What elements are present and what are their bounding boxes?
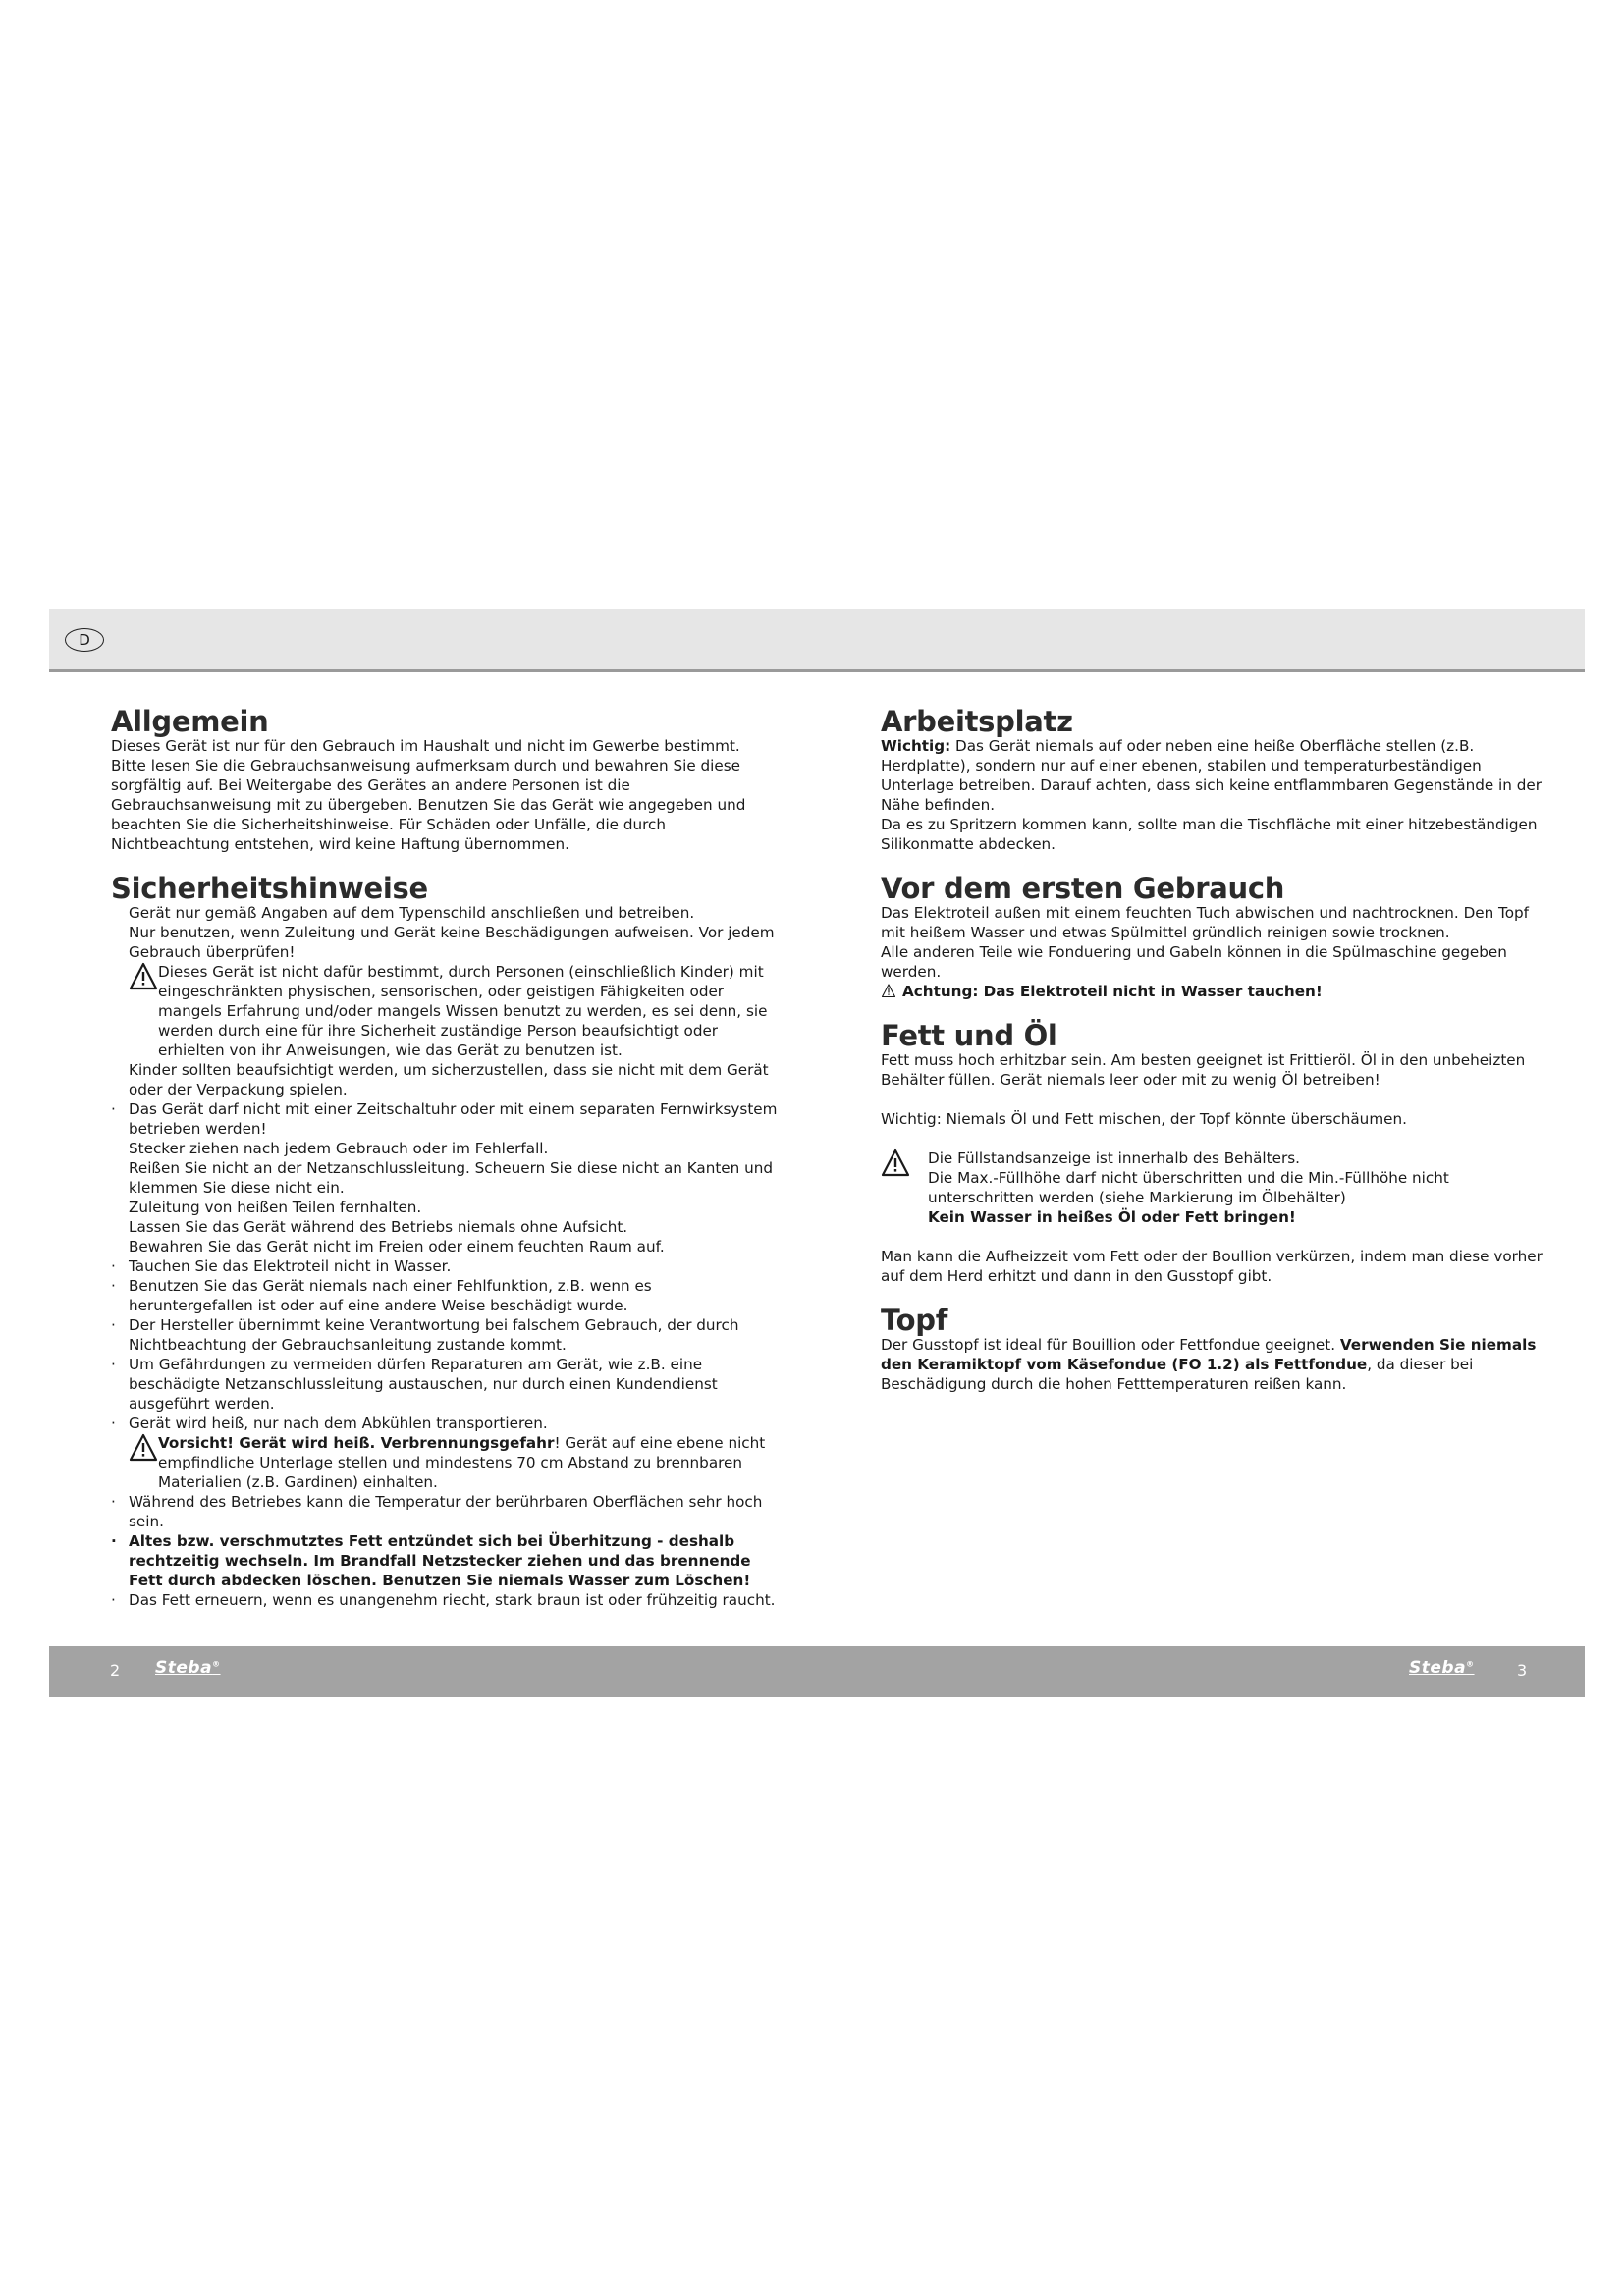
- safety-item: · Benutzen Sie das Gerät niemals nach einer Fehlfunktion, z.B. wenn es heruntergefallen ist oder auf eine andere Weise beschädigt wurde.: [111, 1276, 779, 1315]
- safety-warning-children: [111, 962, 779, 1060]
- page-number-left: 2: [110, 1661, 121, 1680]
- topf-text-1: Der Gusstopf ist ideal für Bouillion oder Fettfondue geeignet.: [881, 1336, 1340, 1354]
- section-topf: [881, 1306, 1548, 1394]
- page-number-right: 3: [1517, 1661, 1528, 1680]
- fett-text-2: Wichtig: Niemals Öl und Fett mischen, der Topf könnte überschäumen.: [881, 1110, 1407, 1128]
- safety-item: Reißen Sie nicht an der Netzanschlussleitung. Scheuern Sie diese nicht an Kanten und klemmen Sie diese nicht ein.: [129, 1159, 773, 1197]
- topf-text-3: , da dieser bei Beschädigung durch die hohen Fetttemperaturen reißen kann.: [881, 1356, 1474, 1393]
- section-fett-und-oel: [881, 1021, 1548, 1286]
- fett-text-3: Man kann die Aufheizzeit vom Fett oder der Boullion verkürzen, indem man diese vorher auf dem Herd erhitzt und dann in den Gusstopf gibt.: [881, 1248, 1543, 1285]
- section-sicherheitshinweise: [111, 874, 779, 1610]
- left-column: [111, 707, 779, 1629]
- safety-item: · Das Fett erneuern, wenn es unangenehm riecht, stark braun ist oder frühzeitig raucht.: [111, 1590, 779, 1610]
- fett-warning-1: Die Füllstandsanzeige ist innerhalb des Behälters.: [928, 1149, 1300, 1167]
- safety-item: · Der Hersteller übernimmt keine Verantwortung bei falschem Gebrauch, der durch Nichtbeachtung der Gebrauchsanleitung zustande kommt.: [111, 1315, 779, 1355]
- erster-text-1: Das Elektroteil außen mit einem feuchten Tuch abwischen und nachtrocknen. Den Topf mit heißem Wasser und etwas Spülmittel gründlich reinigen sowie trocknen.: [881, 904, 1530, 941]
- erster-warning: Achtung: Das Elektroteil nicht in Wasser tauchen!: [902, 983, 1323, 1000]
- language-badge: D: [65, 628, 104, 652]
- heading-arbeitsplatz: Arbeitsplatz: [881, 705, 1073, 738]
- safety-item: Nur benutzen, wenn Zuleitung und Gerät keine Beschädigungen aufweisen. Vor jedem Gebrauch überprüfen!: [129, 924, 775, 961]
- arbeitsplatz-text-2: Da es zu Spritzern kommen kann, sollte man die Tischfläche mit einer hitzebeständigen Silikonmatte abdecken.: [881, 816, 1538, 853]
- safety-item: · Das Gerät darf nicht mit einer Zeitschaltuhr oder mit einem separaten Fernwirksystem betrieben werden!: [111, 1099, 779, 1139]
- topf-text-bold: Verwenden Sie niemals den Keramiktopf vom Käsefondue (FO 1.2) als Fettfondue: [881, 1336, 1537, 1373]
- brand-logo-left: Steba®: [155, 1658, 221, 1678]
- safety-item: Kinder sollten beaufsichtigt werden, um sicherzustellen, dass sie nicht mit dem Gerät oder der Verpackung spielen.: [129, 1061, 769, 1098]
- section-allgemein: [111, 707, 779, 854]
- wichtig-label: Wichtig:: [881, 737, 951, 755]
- safety-item: Gerät nur gemäß Angaben auf dem Typenschild anschließen und betreiben.: [129, 904, 695, 922]
- heading-erster-gebrauch: Vor dem ersten Gebrauch: [881, 872, 1285, 905]
- fett-warning-3: Kein Wasser in heißes Öl oder Fett bringen!: [928, 1208, 1296, 1226]
- safety-item: Dieses Gerät ist nicht dafür bestimmt, durch Personen (einschließlich Kinder) mit eingeschränkten physischen, sensorischen, oder geistigen Fähigkeiten oder mangels Erfahrung und/oder mangels Wissen benutzt zu werden, es sei denn, sie werden durch eine für ihre Sicherheit zuständige Person beaufsichtigt oder erhielten von ihr Anweisungen, wie das Gerät zu benutzen ist.: [158, 963, 768, 1059]
- brand-logo-right: Steba®: [1409, 1658, 1475, 1678]
- warning-icon: [129, 962, 158, 991]
- safety-item: · Tauchen Sie das Elektroteil nicht in Wasser.: [111, 1256, 779, 1276]
- hot-warning-title: Vorsicht! Gerät wird heiß. Verbrennungsgefahr: [158, 1434, 555, 1452]
- hot-warning-text: ! Gerät auf eine ebene nicht empfindliche Unterlage stellen und mindestens 70 cm Abstand zu brennbaren Materialien (z.B. Gardinen) einhalten.: [158, 1434, 766, 1491]
- safety-item: · Um Gefährdungen zu vermeiden dürfen Reparaturen am Gerät, wie z.B. eine beschädigte Netzanschlussleitung austauschen, nur durch einen Kundendienst ausgeführt werden.: [111, 1355, 779, 1414]
- top-bar: [49, 609, 1585, 672]
- fett-warning-2: Die Max.-Füllhöhe darf nicht überschritten und die Min.-Füllhöhe nicht unterschritten werden (siehe Markierung im Ölbehälter): [928, 1169, 1449, 1206]
- right-column: [881, 707, 1548, 1414]
- heading-fett-und-oel: Fett und Öl: [881, 1019, 1057, 1052]
- fett-text-1: Fett muss hoch erhitzbar sein. Am besten geeignet ist Frittieröl. Öl in den unbeheizten Behälter füllen. Gerät niemals leer oder mit zu wenig Öl betreiben!: [881, 1051, 1526, 1089]
- safety-item: Bewahren Sie das Gerät nicht im Freien oder einem feuchten Raum auf.: [129, 1238, 665, 1255]
- safety-item: Stecker ziehen nach jedem Gebrauch oder im Fehlerfall.: [129, 1140, 549, 1157]
- safety-item: · Während des Betriebes kann die Temperatur der berührbaren Oberflächen sehr hoch sein.: [111, 1492, 779, 1531]
- warning-icon: [881, 984, 896, 998]
- safety-warning-hot: [111, 1433, 779, 1492]
- safety-item: Lassen Sie das Gerät während des Betriebs niemals ohne Aufsicht.: [129, 1218, 628, 1236]
- heading-topf: Topf: [881, 1304, 948, 1337]
- erster-text-2: Alle anderen Teile wie Fonduering und Gabeln können in die Spülmaschine gegeben werden.: [881, 943, 1507, 981]
- allgemein-text: Dieses Gerät ist nur für den Gebrauch im Haushalt und nicht im Gewerbe bestimmt. Bitte lesen Sie die Gebrauchsanweisung aufmerksam durch und bewahren Sie diese sorgfältig auf. Bei Weitergabe des Gerätes an andere Personen ist die Gebrauchsanweisung mit zu übergeben. Benutzen Sie das Gerät wie angegeben und beachten Sie die Sicherheitshinweise. Für Schäden oder Unfälle, die durch Nichtbeachtung entstehen, wird keine Haftung übernommen.: [111, 737, 746, 853]
- section-arbeitsplatz: [881, 707, 1548, 854]
- heading-allgemein: Allgemein: [111, 705, 269, 738]
- section-erster-gebrauch: [881, 874, 1548, 1001]
- footer-bar: [49, 1646, 1585, 1697]
- safety-item: Zuleitung von heißen Teilen fernhalten.: [129, 1199, 422, 1216]
- safety-item-fire: · Altes bzw. verschmutztes Fett entzündet sich bei Überhitzung - deshalb rechtzeitig wechseln. Im Brandfall Netzstecker ziehen und das brennende Fett durch abdecken löschen. Benutzen Sie niemals Wasser zum Löschen!: [111, 1531, 779, 1590]
- warning-icon: [881, 1148, 910, 1178]
- fett-warning: [881, 1148, 1548, 1227]
- arbeitsplatz-text: Das Gerät niemals auf oder neben eine heiße Oberfläche stellen (z.B. Herdplatte), sondern nur auf einer ebenen, stabilen und temperaturbeständigen Unterlage betreiben. Darauf achten, dass sich keine entflammbaren Gegenstände in der Nähe befinden.: [881, 737, 1542, 814]
- warning-icon: [129, 1433, 158, 1463]
- heading-sicherheitshinweise: Sicherheitshinweise: [111, 872, 428, 905]
- safety-item: · Gerät wird heiß, nur nach dem Abkühlen transportieren.: [111, 1414, 779, 1433]
